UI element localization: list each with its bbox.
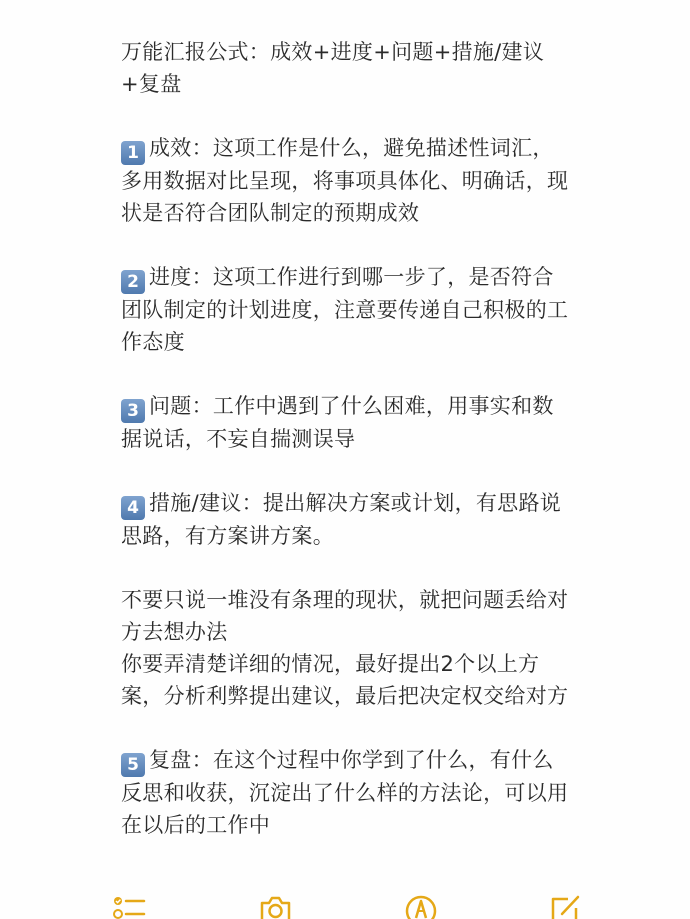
note-body[interactable] xyxy=(121,36,571,841)
item-text: 问题：工作中遇到了什么困难，用事实和数据说话，不妄自揣测误导 xyxy=(121,394,554,451)
item-text: 措施/建议：提出解决方案或计划，有思路说思路，有方案讲方案。 xyxy=(121,491,562,548)
markup-icon[interactable] xyxy=(404,892,438,919)
list-item xyxy=(121,390,571,455)
item-text: 成效：这项工作是什么，避免描述性词汇，多用数据对比呈现，将事项具体化、明确话，现状是否符合团队制定的预期成效 xyxy=(121,136,569,225)
advice-paragraph: 你要弄清楚详细的情况，最好提出2个以上方案，分析利弊提出建议，最后把决定权交给对方 xyxy=(121,652,569,708)
number-5-badge: 5 xyxy=(121,753,145,777)
item-text: 进度：这项工作进行到哪一步了，是否符合团队制定的计划进度，注意要传递自己积极的工作态度 xyxy=(121,265,569,354)
compose-icon[interactable] xyxy=(548,892,582,919)
number-3-badge: 3 xyxy=(121,399,145,423)
checklist-icon[interactable] xyxy=(112,892,146,919)
number-1-badge: 1 xyxy=(121,141,145,165)
camera-icon[interactable] xyxy=(258,892,292,919)
note-title: 万能汇报公式：成效+进度+问题+措施/建议+复盘 xyxy=(121,40,545,96)
list-item xyxy=(121,744,571,841)
list-item xyxy=(121,487,571,552)
list-item xyxy=(121,261,571,358)
item-text: 复盘：在这个过程中你学到了什么，有什么反思和收获，沉淀出了什么样的方法论，可以用在以后的工作中 xyxy=(121,748,569,837)
number-2-badge: 2 xyxy=(121,270,145,294)
list-item xyxy=(121,132,571,229)
advice-paragraph: 不要只说一堆没有条理的现状，就把问题丢给对方去想办法 xyxy=(121,588,569,644)
number-4-badge: 4 xyxy=(121,496,145,520)
bottom-toolbar xyxy=(0,886,690,919)
